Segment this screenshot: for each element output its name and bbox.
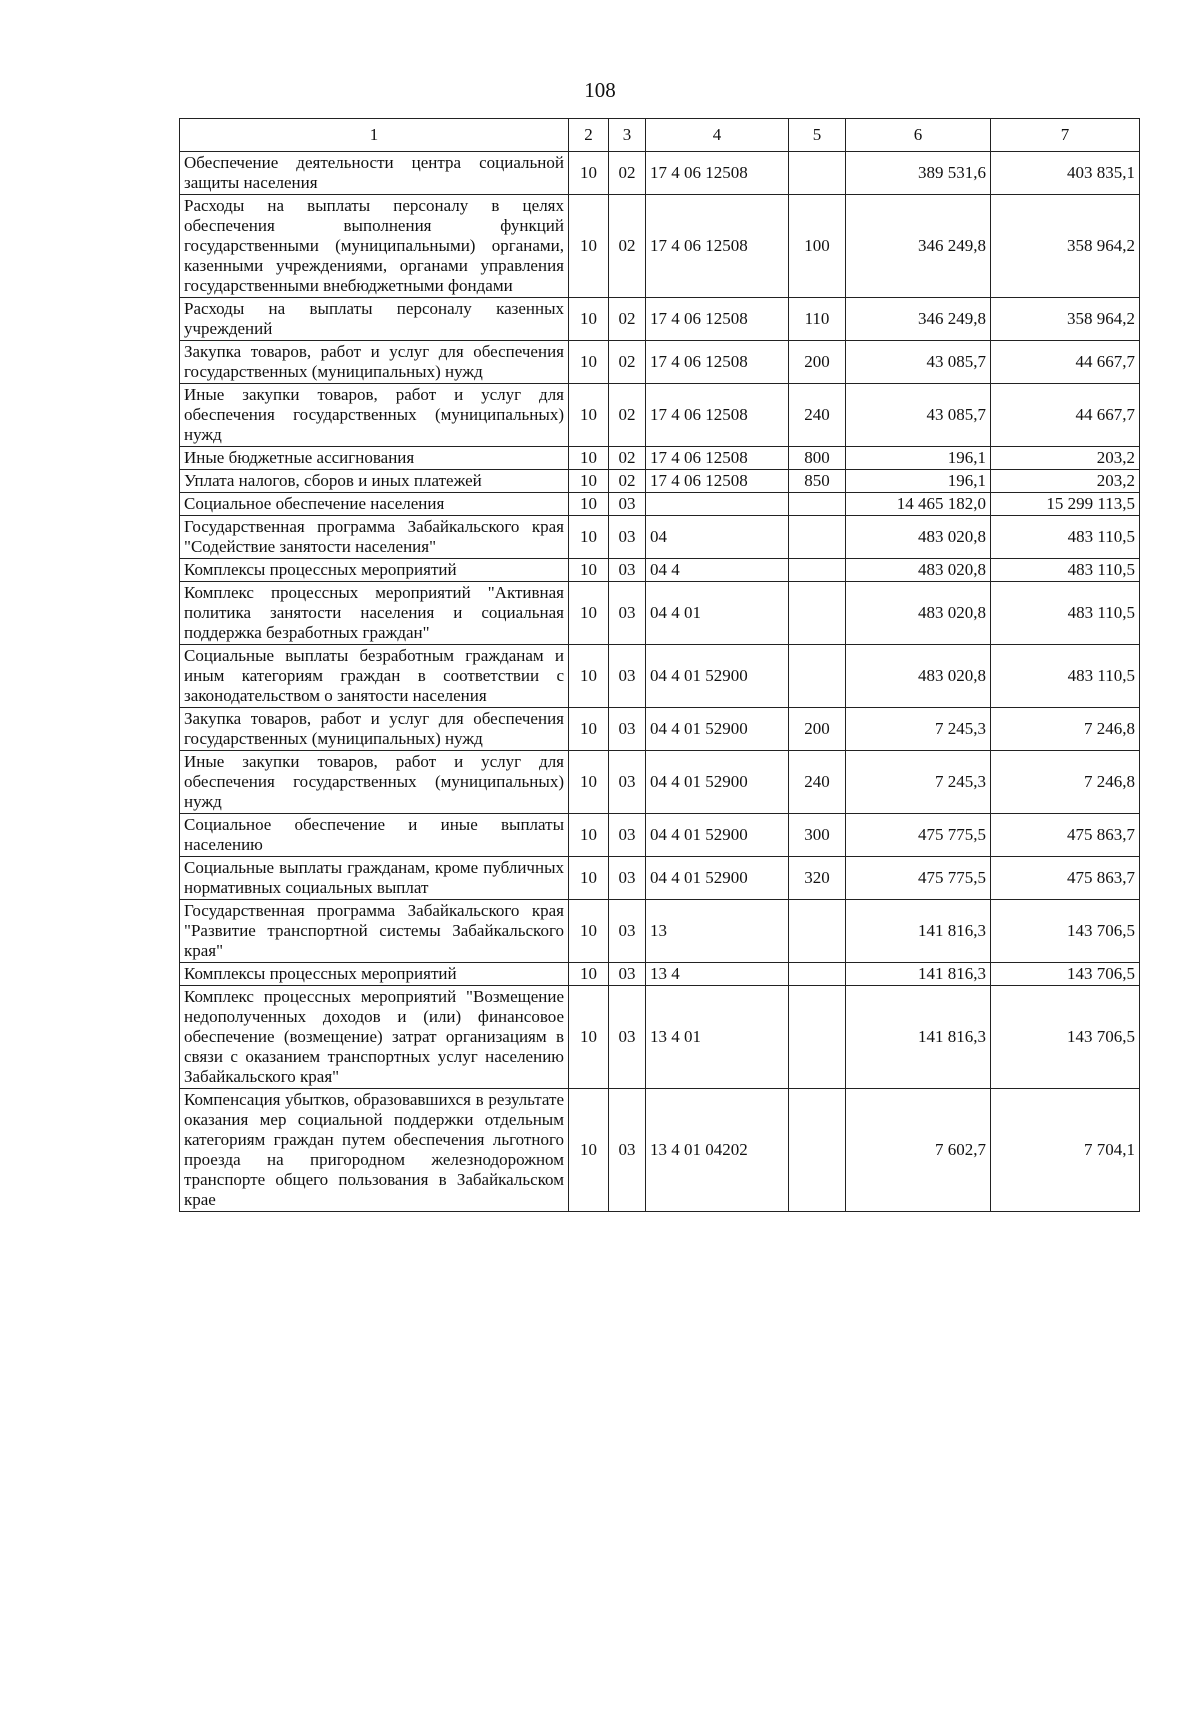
subsection-code: 03	[609, 516, 646, 559]
row-description: Социальные выплаты безработным гражданам и иным категориям граждан в соответствии с законодательством о занятости населения	[180, 645, 569, 708]
target-article-code: 17 4 06 12508	[646, 447, 789, 470]
table-row	[180, 582, 1140, 645]
row-description: Комплексы процессных мероприятий	[180, 559, 569, 582]
amount-year-1: 43 085,7	[846, 341, 991, 384]
row-description: Комплекс процессных мероприятий "Активная политика занятости населения и социальная поддержка безработных граждан"	[180, 582, 569, 645]
amount-year-1: 196,1	[846, 447, 991, 470]
target-article-code: 13	[646, 900, 789, 963]
subsection-code: 02	[609, 195, 646, 298]
expense-type-code	[789, 152, 846, 195]
target-article-code: 04 4 01 52900	[646, 708, 789, 751]
amount-year-1: 483 020,8	[846, 516, 991, 559]
amount-year-2: 475 863,7	[991, 814, 1140, 857]
amount-year-1: 346 249,8	[846, 195, 991, 298]
subsection-code: 03	[609, 814, 646, 857]
expense-type-code	[789, 559, 846, 582]
expense-type-code: 240	[789, 384, 846, 447]
row-description: Государственная программа Забайкальского края "Содействие занятости населения"	[180, 516, 569, 559]
amount-year-1: 14 465 182,0	[846, 493, 991, 516]
page-number: 108	[584, 78, 616, 102]
section-code: 10	[569, 1089, 609, 1212]
amount-year-1: 196,1	[846, 470, 991, 493]
budget-table	[179, 118, 1140, 1212]
column-header-6: 6	[846, 119, 991, 152]
amount-year-2: 143 706,5	[991, 900, 1140, 963]
row-description: Компенсация убытков, образовавшихся в результате оказания мер социальной поддержки отдельным категориям граждан путем обеспечения льготного проезда на пригородном железнодорожном транспорте общего пользования в Забайкальском крае	[180, 1089, 569, 1212]
subsection-code: 03	[609, 751, 646, 814]
table-row	[180, 857, 1140, 900]
table-header-row	[180, 119, 1140, 152]
expense-type-code: 110	[789, 298, 846, 341]
row-description: Социальные выплаты гражданам, кроме публичных нормативных социальных выплат	[180, 857, 569, 900]
amount-year-2: 203,2	[991, 470, 1140, 493]
amount-year-1: 483 020,8	[846, 559, 991, 582]
section-code: 10	[569, 963, 609, 986]
section-code: 10	[569, 900, 609, 963]
target-article-code: 04 4 01	[646, 582, 789, 645]
expense-type-code	[789, 516, 846, 559]
subsection-code: 02	[609, 341, 646, 384]
table-row	[180, 751, 1140, 814]
amount-year-2: 15 299 113,5	[991, 493, 1140, 516]
expense-type-code: 300	[789, 814, 846, 857]
target-article-code: 13 4 01	[646, 986, 789, 1089]
amount-year-1: 141 816,3	[846, 986, 991, 1089]
amount-year-1: 483 020,8	[846, 582, 991, 645]
amount-year-1: 483 020,8	[846, 645, 991, 708]
expense-type-code	[789, 493, 846, 516]
target-article-code: 13 4 01 04202	[646, 1089, 789, 1212]
amount-year-2: 403 835,1	[991, 152, 1140, 195]
table-row	[180, 1089, 1140, 1212]
target-article-code: 13 4	[646, 963, 789, 986]
subsection-code: 03	[609, 582, 646, 645]
subsection-code: 03	[609, 1089, 646, 1212]
amount-year-1: 475 775,5	[846, 814, 991, 857]
expense-type-code	[789, 582, 846, 645]
section-code: 10	[569, 708, 609, 751]
expense-type-code: 800	[789, 447, 846, 470]
section-code: 10	[569, 341, 609, 384]
section-code: 10	[569, 298, 609, 341]
target-article-code: 04 4 01 52900	[646, 645, 789, 708]
amount-year-2: 203,2	[991, 447, 1140, 470]
expense-type-code	[789, 645, 846, 708]
column-header-3: 3	[609, 119, 646, 152]
amount-year-1: 7 245,3	[846, 708, 991, 751]
subsection-code: 03	[609, 645, 646, 708]
row-description: Иные закупки товаров, работ и услуг для обеспечения государственных (муниципальных) нужд	[180, 384, 569, 447]
target-article-code: 17 4 06 12508	[646, 152, 789, 195]
table-row	[180, 152, 1140, 195]
expense-type-code: 200	[789, 341, 846, 384]
row-description: Уплата налогов, сборов и иных платежей	[180, 470, 569, 493]
expense-type-code: 850	[789, 470, 846, 493]
table-row	[180, 384, 1140, 447]
row-description: Комплексы процессных мероприятий	[180, 963, 569, 986]
table-row	[180, 493, 1140, 516]
row-description: Закупка товаров, работ и услуг для обеспечения государственных (муниципальных) нужд	[180, 341, 569, 384]
amount-year-2: 44 667,7	[991, 384, 1140, 447]
subsection-code: 03	[609, 986, 646, 1089]
table-row	[180, 708, 1140, 751]
row-description: Государственная программа Забайкальского края "Развитие транспортной системы Забайкальского края"	[180, 900, 569, 963]
table-row	[180, 341, 1140, 384]
target-article-code	[646, 493, 789, 516]
target-article-code: 17 4 06 12508	[646, 384, 789, 447]
subsection-code: 02	[609, 470, 646, 493]
column-header-7: 7	[991, 119, 1140, 152]
expense-type-code: 240	[789, 751, 846, 814]
section-code: 10	[569, 493, 609, 516]
subsection-code: 03	[609, 900, 646, 963]
section-code: 10	[569, 516, 609, 559]
amount-year-2: 483 110,5	[991, 559, 1140, 582]
row-description: Иные бюджетные ассигнования	[180, 447, 569, 470]
column-header-4: 4	[646, 119, 789, 152]
amount-year-2: 475 863,7	[991, 857, 1140, 900]
amount-year-1: 346 249,8	[846, 298, 991, 341]
section-code: 10	[569, 559, 609, 582]
amount-year-2: 483 110,5	[991, 516, 1140, 559]
amount-year-1: 475 775,5	[846, 857, 991, 900]
subsection-code: 02	[609, 298, 646, 341]
expense-type-code	[789, 963, 846, 986]
table-row	[180, 298, 1140, 341]
target-article-code: 17 4 06 12508	[646, 195, 789, 298]
expense-type-code	[789, 1089, 846, 1212]
target-article-code: 04	[646, 516, 789, 559]
table-row	[180, 963, 1140, 986]
expense-type-code: 200	[789, 708, 846, 751]
amount-year-1: 43 085,7	[846, 384, 991, 447]
column-header-5: 5	[789, 119, 846, 152]
target-article-code: 04 4	[646, 559, 789, 582]
row-description: Социальное обеспечение и иные выплаты населению	[180, 814, 569, 857]
subsection-code: 03	[609, 559, 646, 582]
table-row	[180, 900, 1140, 963]
column-header-1: 1	[180, 119, 569, 152]
table-row	[180, 447, 1140, 470]
expense-type-code: 320	[789, 857, 846, 900]
row-description: Обеспечение деятельности центра социальной защиты населения	[180, 152, 569, 195]
row-description: Расходы на выплаты персоналу казенных учреждений	[180, 298, 569, 341]
section-code: 10	[569, 195, 609, 298]
table-row	[180, 645, 1140, 708]
target-article-code: 04 4 01 52900	[646, 751, 789, 814]
subsection-code: 02	[609, 152, 646, 195]
section-code: 10	[569, 447, 609, 470]
amount-year-2: 358 964,2	[991, 298, 1140, 341]
target-article-code: 04 4 01 52900	[646, 857, 789, 900]
target-article-code: 17 4 06 12508	[646, 298, 789, 341]
column-header-2: 2	[569, 119, 609, 152]
amount-year-1: 7 602,7	[846, 1089, 991, 1212]
amount-year-2: 483 110,5	[991, 645, 1140, 708]
section-code: 10	[569, 582, 609, 645]
section-code: 10	[569, 986, 609, 1089]
table-row	[180, 559, 1140, 582]
section-code: 10	[569, 470, 609, 493]
subsection-code: 03	[609, 857, 646, 900]
amount-year-2: 143 706,5	[991, 963, 1140, 986]
section-code: 10	[569, 645, 609, 708]
table-row	[180, 814, 1140, 857]
subsection-code: 02	[609, 384, 646, 447]
subsection-code: 02	[609, 447, 646, 470]
table-row	[180, 516, 1140, 559]
amount-year-2: 143 706,5	[991, 986, 1140, 1089]
amount-year-2: 7 246,8	[991, 708, 1140, 751]
target-article-code: 17 4 06 12508	[646, 470, 789, 493]
amount-year-2: 7 246,8	[991, 751, 1140, 814]
section-code: 10	[569, 384, 609, 447]
section-code: 10	[569, 751, 609, 814]
expense-type-code	[789, 986, 846, 1089]
amount-year-1: 141 816,3	[846, 900, 991, 963]
row-description: Расходы на выплаты персоналу в целях обеспечения выполнения функций государственными (муниципальными) органами, казенными учреждениями, органами управления государственными внебюджетными фондами	[180, 195, 569, 298]
section-code: 10	[569, 814, 609, 857]
subsection-code: 03	[609, 963, 646, 986]
table-row	[180, 986, 1140, 1089]
amount-year-2: 358 964,2	[991, 195, 1140, 298]
amount-year-1: 7 245,3	[846, 751, 991, 814]
amount-year-2: 44 667,7	[991, 341, 1140, 384]
row-description: Комплекс процессных мероприятий "Возмещение недополученных доходов и (или) финансовое обеспечение (возмещение) затрат организациям в связи с оказанием транспортных услуг населению Забайкальского края"	[180, 986, 569, 1089]
amount-year-2: 483 110,5	[991, 582, 1140, 645]
table-row	[180, 470, 1140, 493]
row-description: Социальное обеспечение населения	[180, 493, 569, 516]
section-code: 10	[569, 857, 609, 900]
subsection-code: 03	[609, 708, 646, 751]
subsection-code: 03	[609, 493, 646, 516]
row-description: Закупка товаров, работ и услуг для обеспечения государственных (муниципальных) нужд	[180, 708, 569, 751]
expense-type-code: 100	[789, 195, 846, 298]
section-code: 10	[569, 152, 609, 195]
expense-type-code	[789, 900, 846, 963]
amount-year-1: 389 531,6	[846, 152, 991, 195]
amount-year-1: 141 816,3	[846, 963, 991, 986]
target-article-code: 04 4 01 52900	[646, 814, 789, 857]
target-article-code: 17 4 06 12508	[646, 341, 789, 384]
table-row	[180, 195, 1140, 298]
row-description: Иные закупки товаров, работ и услуг для обеспечения государственных (муниципальных) нужд	[180, 751, 569, 814]
amount-year-2: 7 704,1	[991, 1089, 1140, 1212]
